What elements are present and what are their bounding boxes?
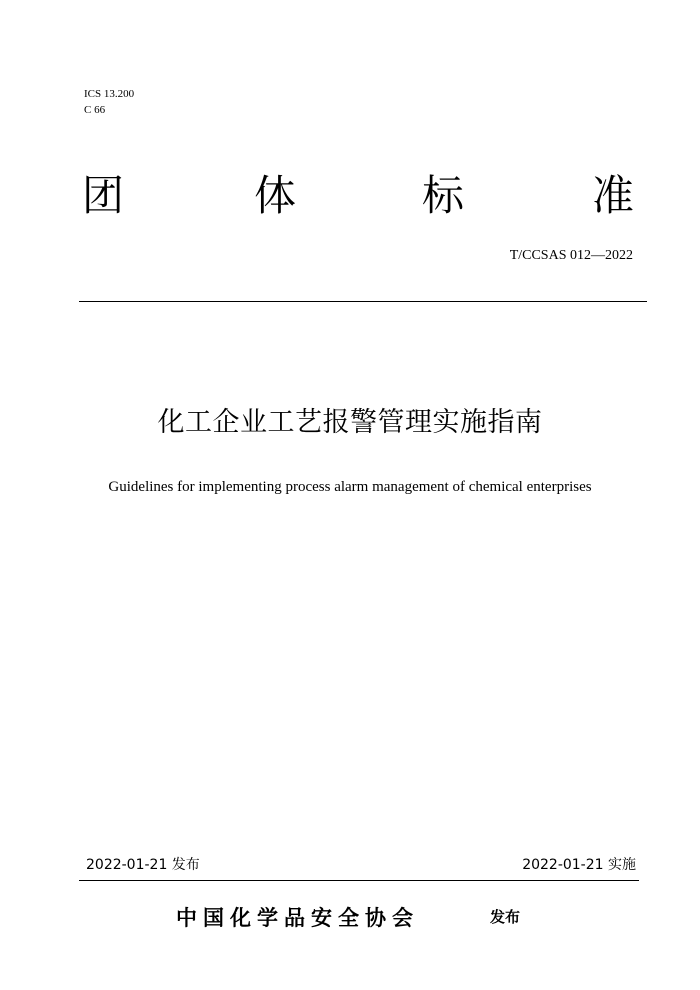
document-title-english: Guidelines for implementing process alarm management of chemical enterprises — [108, 479, 592, 495]
classification-codes — [84, 86, 134, 118]
top-divider — [79, 301, 647, 302]
publisher-suffix: 发布 — [490, 908, 521, 926]
ics-code: ICS 13.200 — [84, 88, 135, 100]
standard-code: T/CCSAS 012—2022 — [509, 248, 633, 263]
bottom-divider — [79, 880, 639, 881]
ccs-code: C 66 — [84, 104, 106, 116]
standard-type-heading — [82, 170, 638, 222]
issue-date: 2022-01-21 发布 — [86, 857, 200, 873]
standard-type-char: 准 — [592, 171, 635, 220]
implementation-date: 2022-01-21 实施 — [522, 857, 636, 873]
standard-type-char: 团 — [82, 171, 125, 220]
publisher-name: 中国化学品安全协会 — [176, 906, 419, 930]
standard-type-char: 标 — [422, 171, 465, 220]
document-title-chinese: 化工企业工艺报警管理实施指南 — [157, 407, 543, 438]
standard-type-char: 体 — [254, 171, 297, 220]
